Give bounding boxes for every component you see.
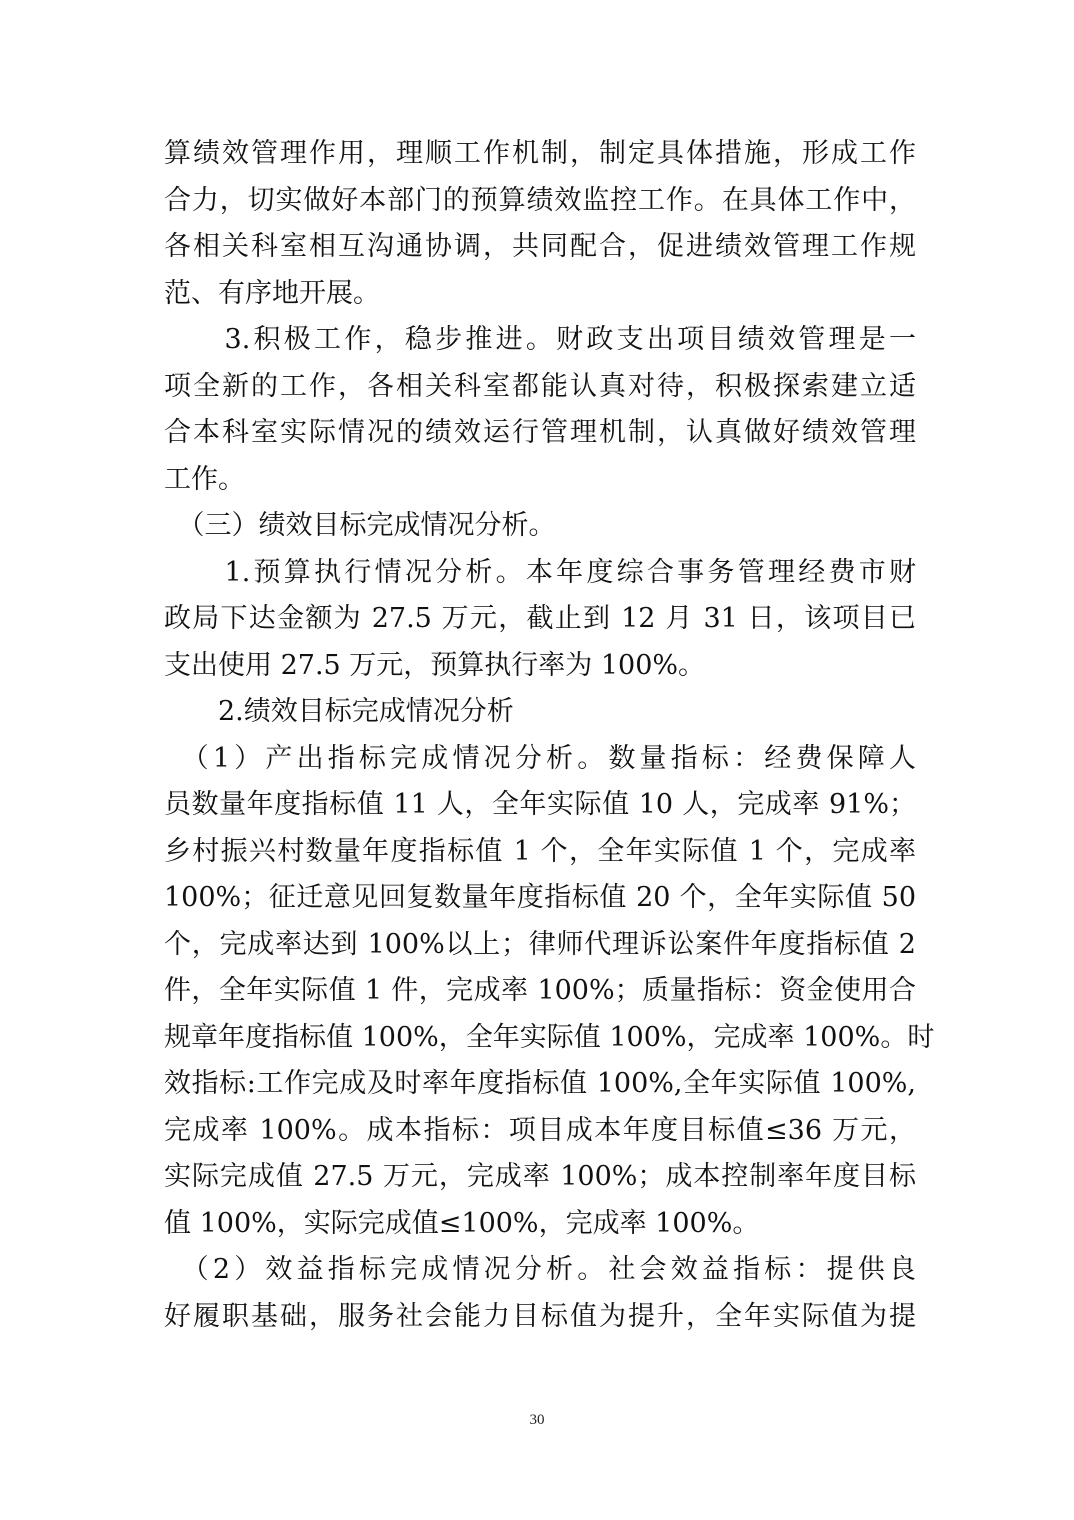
body-text <box>164 131 935 1340</box>
text-line: 项全新的工作，各相关科室都能认真对待，积极探索建立适 <box>164 370 916 402</box>
paragraph <box>164 736 935 1248</box>
text-line: 政局下达金额为 27.5 万元，截止到 12 月 31 日，该项目已 <box>164 603 916 634</box>
page-number: 30 <box>529 1412 545 1428</box>
text-line: 合本科室实际情况的绩效运行管理机制，认真做好绩效管理 <box>164 417 916 448</box>
text-line: 员数量年度指标值 11 人，全年实际值 10 人，完成率 91%； <box>164 789 916 820</box>
text-line: 3.积极工作，稳步推进。财政支出项目绩效管理是一 <box>164 324 916 355</box>
text-line: 效指标:工作完成及时率年度指标值 100%,全年实际值 100%, <box>164 1068 916 1099</box>
paragraph <box>164 503 916 550</box>
text-line: （三）绩效目标完成情况分析。 <box>164 510 556 541</box>
text-line: 100%；征迁意见回复数量年度指标值 20 个，全年实际值 50 <box>164 882 916 913</box>
text-line: （1）产出指标完成情况分析。数量指标：经费保障人 <box>164 742 916 774</box>
paragraph <box>164 550 916 690</box>
paragraph <box>164 131 916 317</box>
text-line: 乡村振兴村数量年度指标值 1 个，全年实际值 1 个，完成率 <box>164 835 916 867</box>
text-line: 个，完成率达到 100%以上；律师代理诉讼案件年度指标值 2 <box>164 928 916 960</box>
paragraph <box>164 689 916 736</box>
text-line: 1.预算执行情况分析。本年度综合事务管理经费市财 <box>164 556 916 588</box>
paragraph <box>164 317 916 503</box>
text-line: 范、有序地开展。 <box>164 277 380 309</box>
paragraph <box>164 1247 916 1340</box>
text-line: 规章年度指标值 100%，全年实际值 100%，完成率 100%。时 <box>164 1021 935 1053</box>
text-line: 好履职基础，服务社会能力目标值为提升，全年实际值为提 <box>164 1300 916 1332</box>
text-line: 各相关科室相互沟通协调，共同配合，促进绩效管理工作规 <box>164 231 916 262</box>
text-line: 2.绩效目标完成情况分析 <box>164 696 514 727</box>
text-line: 件，全年实际值 1 件，完成率 100%；质量指标：资金使用合 <box>164 975 916 1006</box>
text-line: 完成率 100%。成本指标：项目成本年度目标值≤36 万元， <box>164 1114 916 1146</box>
text-line: （2）效益指标完成情况分析。社会效益指标：提供良 <box>164 1254 916 1285</box>
text-line: 实际完成值 27.5 万元，完成率 100%；成本控制率年度目标 <box>164 1161 916 1192</box>
text-line: 支出使用 27.5 万元，预算执行率为 100%。 <box>164 649 706 681</box>
text-line: 算绩效管理作用，理顺工作机制，制定具体措施，形成工作 <box>164 138 916 169</box>
text-line: 工作。 <box>164 463 245 495</box>
text-line: 值 100%，实际完成值≤100%，完成率 100%。 <box>164 1207 760 1239</box>
text-line: 合力，切实做好本部门的预算绩效监控工作。在具体工作中， <box>164 184 916 216</box>
